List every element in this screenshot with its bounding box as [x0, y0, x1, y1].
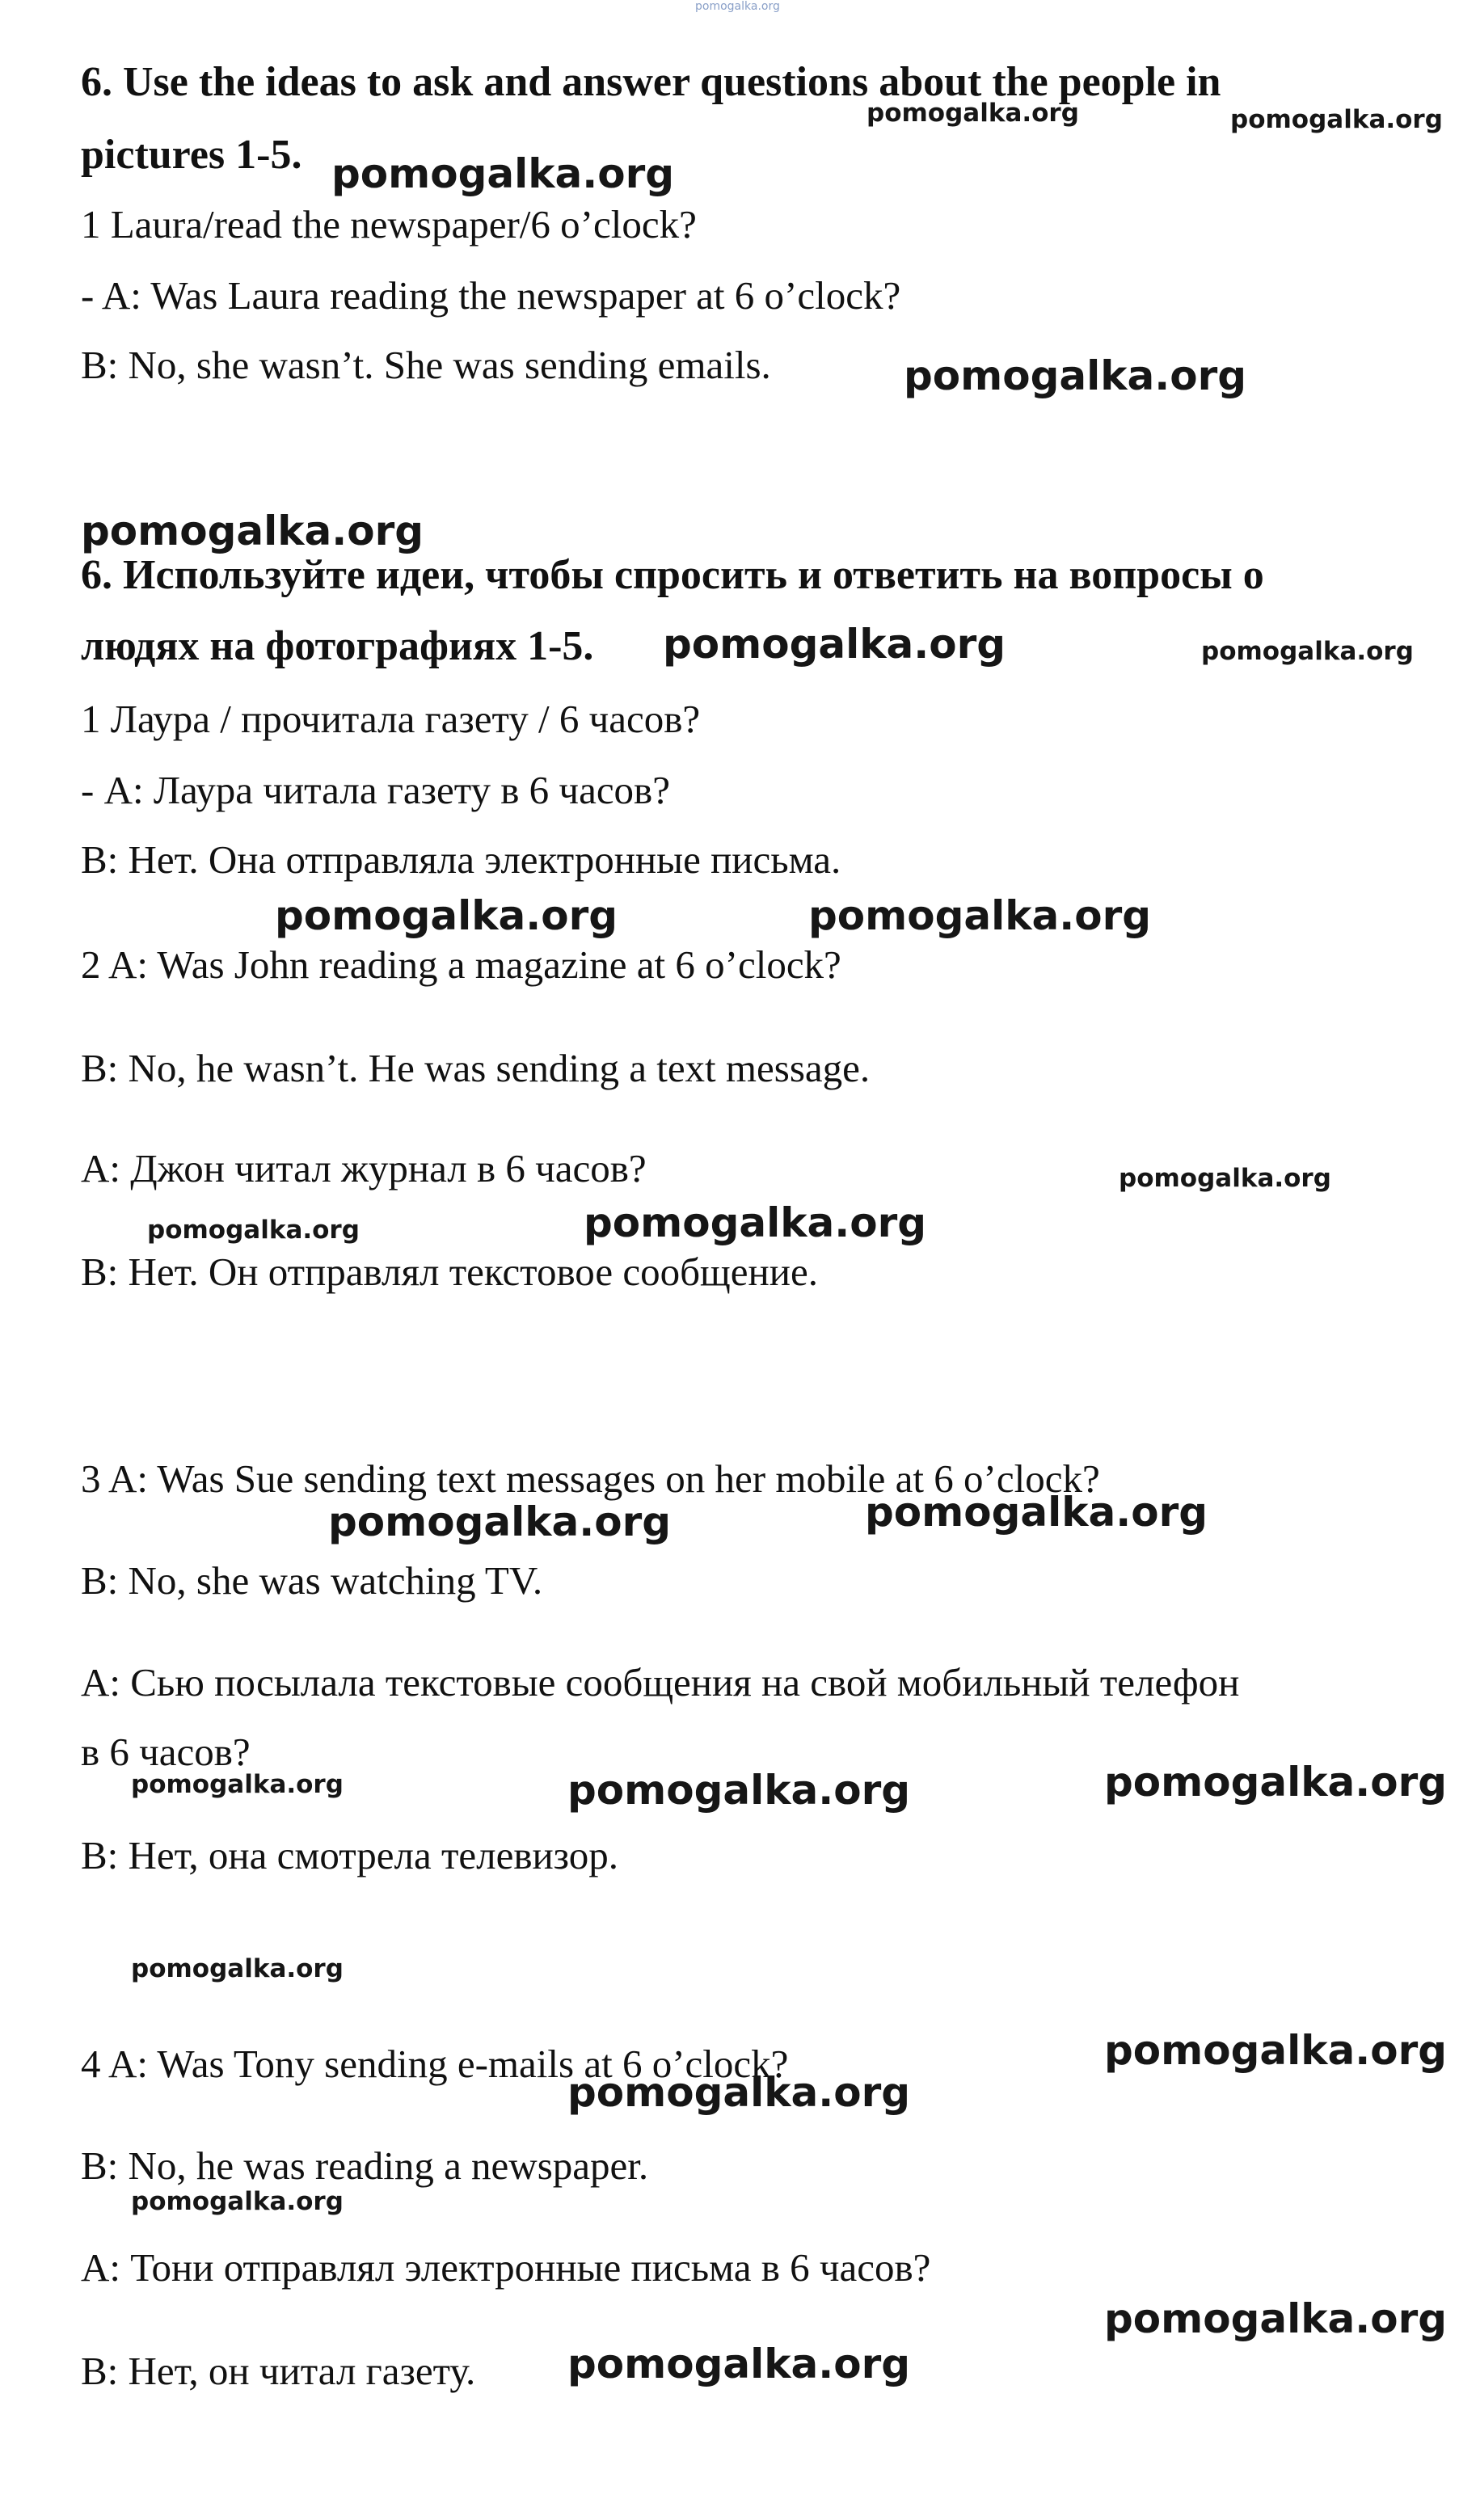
watermark: pomogalka.org: [275, 892, 618, 939]
watermark: pomogalka.org: [567, 2069, 911, 2116]
watermark: pomogalka.org: [567, 1767, 911, 1814]
example-prompt-en: 1 Laura/read the newspaper/6 o’clock?: [81, 202, 697, 247]
answer-3-question-ru-line1: А: Сью посылала текстовые сообщения на свой мобильный телефон: [81, 1660, 1240, 1705]
task-title-en-line1: 6. Use the ideas to ask and answer questions about the people in: [81, 59, 1221, 105]
answer-2-answer-en: B: No, he wasn’t. He was sending a text message.: [81, 1046, 871, 1090]
answer-4-question-ru: А: Тони отправлял электронные письма в 6 часов?: [81, 2245, 931, 2290]
watermark: pomogalka.org: [147, 1216, 360, 1245]
answer-4-answer-ru: В: Нет, он читал газету.: [81, 2349, 476, 2393]
watermark: pomogalka.org: [865, 1489, 1208, 1536]
watermark: pomogalka.org: [1201, 637, 1414, 666]
answer-4-question-en: 4 A: Was Tony sending e-mails at 6 o’clock?: [81, 2042, 789, 2086]
answer-2-answer-ru: В: Нет. Он отправлял текстовое сообщение.: [81, 1249, 818, 1294]
watermark: pomogalka.org: [1104, 2295, 1448, 2342]
watermark: pomogalka.org: [904, 352, 1247, 399]
answer-3-answer-en: B: No, she was watching TV.: [81, 1558, 543, 1603]
watermark: pomogalka.org: [131, 1770, 344, 1799]
watermark: pomogalka.org: [1104, 2027, 1448, 2074]
task-title-en-line2: pictures 1-5.: [81, 132, 302, 178]
example-answer-ru: В: Нет. Она отправляла электронные письма.: [81, 837, 841, 882]
watermark: pomogalka.org: [1230, 105, 1443, 134]
watermark: pomogalka.org: [584, 1199, 927, 1246]
task-title-ru-line2: людях на фотографиях 1-5.: [81, 623, 594, 669]
watermark: pomogalka.org: [131, 1954, 344, 1983]
watermark: pomogalka.org: [328, 1498, 672, 1545]
watermark: pomogalka.org: [567, 2341, 911, 2387]
example-question-ru: - А: Лаура читала газету в 6 часов?: [81, 768, 670, 812]
answer-2-question-ru: А: Джон читал журнал в 6 часов?: [81, 1146, 647, 1190]
example-answer-en: B: No, she wasn’t. She was sending emails.: [81, 343, 771, 387]
watermark: pomogalka.org: [808, 892, 1152, 939]
answer-2-question-en: 2 A: Was John reading a magazine at 6 o’clock?: [81, 942, 841, 987]
watermark: pomogalka.org: [331, 150, 675, 197]
answer-4-answer-en: B: No, he was reading a newspaper.: [81, 2143, 649, 2188]
answer-3-question-en: 3 A: Was Sue sending text messages on her mobile at 6 o’clock?: [81, 1456, 1100, 1501]
watermark: pomogalka.org: [866, 99, 1079, 128]
watermark: pomogalka.org: [1119, 1164, 1331, 1193]
example-prompt-ru: 1 Лаура / прочитала газету / 6 часов?: [81, 697, 701, 741]
answer-3-answer-ru: В: Нет, она смотрела телевизор.: [81, 1833, 618, 1877]
watermark: pomogalka.org: [663, 621, 1006, 668]
task-title-ru-line1: 6. Используйте идеи, чтобы спросить и ответить на вопросы о: [81, 552, 1264, 598]
watermark: pomogalka.org: [81, 508, 424, 554]
header-watermark: pomogalka.org: [695, 0, 780, 13]
example-question-en: - A: Was Laura reading the newspaper at 6 o’clock?: [81, 273, 901, 318]
watermark: pomogalka.org: [131, 2187, 344, 2216]
watermark: pomogalka.org: [1104, 1759, 1448, 1806]
answer-3-question-ru-line2: в 6 часов?: [81, 1730, 251, 1774]
